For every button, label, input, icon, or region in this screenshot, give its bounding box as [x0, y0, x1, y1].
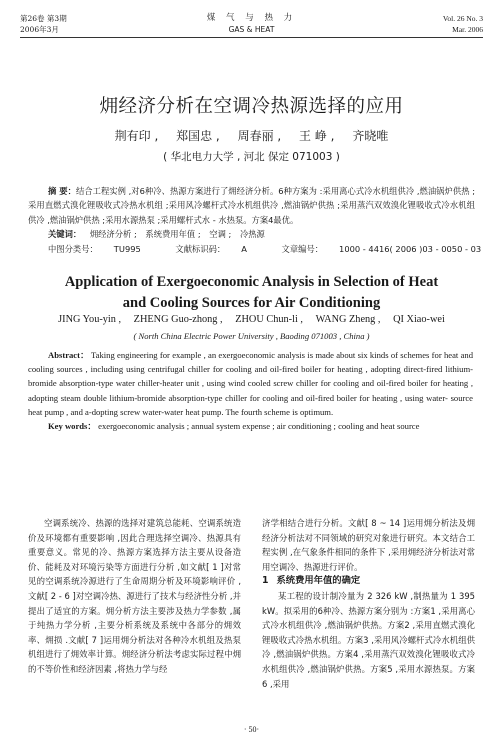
- document-code: 文献标识码： A: [175, 243, 247, 254]
- author-cn: 郑国忠 ,: [176, 129, 220, 143]
- keyword-cn: 空调 ;: [209, 229, 232, 240]
- author-en: JING You-yin ,: [58, 314, 122, 325]
- classification-codes: [28, 242, 482, 256]
- affiliation-cn: ( 华北电力大学 , 河北 保定 071003 ): [163, 151, 340, 163]
- abstract-cn-label: 摘 要：: [48, 186, 76, 196]
- keyword-cn: 冷热源: [239, 229, 265, 240]
- body-paragraph: 济学相结合进行分析。文献[ 8 ~ 14 ]运用㶲分析法及㶲经济分析法对不同领域的研究对象进行研究。本文结合工程实例 ,在气象条件相同的条件下 ,采用㶲经济分析法对常用空调冷、热源进行评价。: [262, 518, 475, 572]
- body-column-left: [28, 516, 241, 677]
- header-journal-name: 煤 气 与 热 力 GAS & HEAT: [206, 13, 297, 34]
- section-heading: [262, 574, 475, 589]
- author-en: ZHENG Guo-zhong ,: [133, 314, 223, 325]
- body-paragraph: 空调系统冷、热源的选择对建筑总能耗、空调系统造价及环境都有重要影响 ,因此合理选择空调冷、热源具有重要意义。常见的冷、热源方案选择方法主要从设备造价、能耗及对环境污染等方面进行分析 ,如文献[ 1 ]对常见的空调系统冷源进行了生命周期分析及环境影响评价 ,文献[ 2 - 6 ]对空调冷热、源进行了技术与经济性分析 ,并提出了适宜的方案。㶲分析方法主要涉及热力学参数 ,属于纯热力学分析 ,主要分析系统及系统中各部分的㶲效率、㶲损 .文献[ 7 ]运用㶲分析法对各种冷水机组及热泵机组进行了㶲效率计算。㶲经济分析法考虑实际过程中㶲的不等价性和经济因素 ,将热力学与经: [28, 518, 241, 674]
- author-list-en: [0, 314, 503, 325]
- author-cn: 荆有印 ,: [114, 129, 159, 143]
- page-number: · 50·: [243, 725, 260, 734]
- body-column-right: [262, 516, 475, 691]
- section-number: 1: [262, 575, 269, 587]
- author-cn: 齐晓唯: [352, 129, 389, 143]
- abstract-cn-text: 摘 要：结合工程实例 ,对6种冷、热源方案进行了㶲经济分析。6种方案为 :采用离心式冷水机组供冷 ,燃油锅炉供热 ;采用直燃式溴化锂吸收式冷热水机组 ;采用风冷螺杆式冷水机组供冷 ,燃油锅炉供热 ;采用蒸汽双效溴化锂吸收式冷水机组供冷 ,燃油锅炉供热 ;采用水源热泵 ;采用螺杆式水 - 水热泵。方案4最优。: [28, 186, 475, 225]
- article-number: 文章编号： 1000 - 4416( 2006 )03 - 0050 - 03: [281, 243, 482, 254]
- author-cn: 周春丽 ,: [237, 129, 282, 143]
- header-issue-info: Vol. 26 No. 3 Mar. 2006: [442, 14, 483, 34]
- header-rule: [20, 37, 483, 38]
- author-list-cn: [0, 127, 503, 144]
- clc-code: 中图分类号： TU995: [48, 243, 141, 254]
- keyword-cn: 系统费用年值 ;: [145, 229, 201, 240]
- affiliation-en: ( North China Electric Power University , Baoding 071003 , China ): [133, 331, 370, 341]
- keywords-cn: 关键词： 㶲经济分析 ; 系统费用年值 ; 空调 ; 冷热源: [48, 229, 265, 240]
- abstract-cn: [28, 184, 482, 256]
- author-en: ZHOU Chun-li ,: [235, 314, 303, 325]
- author-en: WANG Zheng ,: [315, 314, 381, 325]
- paper-title-en: Application of Exergoeconomic Analysis in Selection of Heat and Cooling Sources for Air Conditioning: [64, 274, 439, 311]
- abstract-en-label: Abstract：: [48, 350, 89, 360]
- keywords-en: Key words： exergoeconomic analysis ; annual system expense ; air conditioning ; cooling and heat source: [48, 421, 420, 432]
- section-title: 系统费用年值的确定: [276, 575, 361, 587]
- abstract-en-text: Abstract： Taking engineering for example , an exergoeconomic analysis is made about six kinds of schemes for heat and cooling sources , including using centrifugal chiller for cooling and oil-fired boiler for heating , adopting direct-fired lithium-bromide absorption-type water chiller-heater unit , using wind cooled screw chiller for cooling and oil-fired boiler for heating , adopting steam double lithium-bromide absorption-type chiller for cooling and oil-fired boiler for heating , using water- source heat pump , and a-dopting screw water-water heat pump. The fourth scheme is optimum.: [28, 350, 473, 417]
- abstract-en: [28, 348, 473, 433]
- keyword-cn: 㶲经济分析 ;: [89, 229, 137, 240]
- author-cn: 王 峥 ,: [299, 129, 335, 143]
- running-header: [20, 13, 483, 39]
- paper-title-cn: 㶲经济分析在空调冷热源选择的应用: [99, 96, 404, 117]
- body-paragraph: 某工程的设计制冷量为 2 326 kW ,制热量为 1 395 kW。拟采用的6种冷、热源方案分别为 :方案1 ,采用离心式冷水机组供冷 ,燃油锅炉供热。方案2 ,采用直燃式溴化锂吸收式冷热水机组。方案3 ,采用风冷螺杆式冷水机组供冷 ,燃油锅炉供热。方案4 ,采用蒸汽双效溴化锂吸收式冷水机组供冷 ,燃油锅炉供热。方案5 ,采用水源热泵。方案6 ,采用: [262, 590, 475, 689]
- header-volume-info: 第26卷 第3期 2006年3月: [20, 14, 67, 34]
- author-en: QI Xiao-wei: [393, 314, 445, 325]
